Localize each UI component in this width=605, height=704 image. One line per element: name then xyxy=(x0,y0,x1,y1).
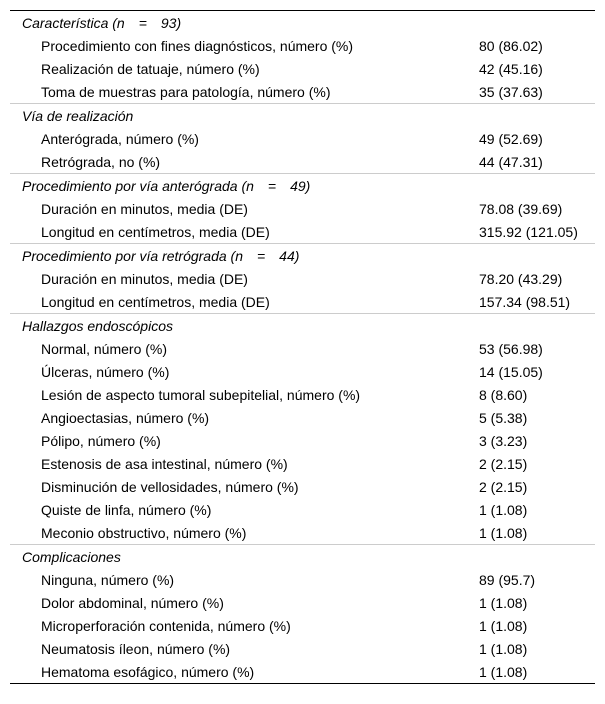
table-row xyxy=(10,475,595,498)
table-row xyxy=(10,360,595,383)
row-label: Toma de muestras para patología, número (%) xyxy=(41,83,331,100)
row-label: Duración en minutos, media (DE) xyxy=(41,270,248,287)
table-row xyxy=(10,637,595,660)
table-row xyxy=(10,452,595,475)
table-row xyxy=(10,127,595,150)
section-header xyxy=(10,174,595,197)
row-label: Hematoma esofágico, número (%) xyxy=(41,663,255,680)
table-row xyxy=(10,568,595,591)
row-value: 2 (2.15) xyxy=(479,455,528,472)
row-value: 42 (45.16) xyxy=(479,60,543,77)
section-header xyxy=(10,314,595,337)
row-label: Longitud en centímetros, media (DE) xyxy=(41,223,270,240)
section-hallazgos xyxy=(10,314,595,545)
table-row xyxy=(10,591,595,614)
section-header xyxy=(10,11,595,34)
table-row xyxy=(10,614,595,637)
row-label: Úlceras, número (%) xyxy=(41,363,170,380)
table-row xyxy=(10,337,595,360)
table-row xyxy=(10,383,595,406)
table-row xyxy=(10,267,595,290)
row-value: 1 (1.08) xyxy=(479,501,528,518)
row-value: 78.20 (43.29) xyxy=(479,270,563,287)
row-label: Angioectasias, número (%) xyxy=(41,409,210,426)
row-value: 1 (1.08) xyxy=(479,640,528,657)
row-value: 1 (1.08) xyxy=(479,594,528,611)
section-complicaciones xyxy=(10,545,595,683)
row-value: 3 (3.23) xyxy=(479,432,528,449)
row-label: Estenosis de asa intestinal, número (%) xyxy=(41,455,288,472)
section-title: Procedimiento por vía retrógrada (n = 44) xyxy=(22,247,300,264)
table-row xyxy=(10,429,595,452)
row-label: Dolor abdominal, número (%) xyxy=(41,594,224,611)
row-value: 1 (1.08) xyxy=(479,617,528,634)
table-row xyxy=(10,57,595,80)
section-caracteristica xyxy=(10,11,595,104)
row-label: Duración en minutos, media (DE) xyxy=(41,200,248,217)
row-value: 35 (37.63) xyxy=(479,83,543,100)
section-header xyxy=(10,104,595,127)
row-label: Procedimiento con fines diagnósticos, número (%) xyxy=(41,37,354,54)
row-label: Longitud en centímetros, media (DE) xyxy=(41,293,270,310)
row-value: 1 (1.08) xyxy=(479,524,528,541)
table-row xyxy=(10,150,595,173)
row-value: 8 (8.60) xyxy=(479,386,528,403)
row-value: 78.08 (39.69) xyxy=(479,200,563,217)
section-title: Hallazgos endoscópicos xyxy=(22,317,173,334)
table-row xyxy=(10,80,595,103)
row-label: Disminución de vellosidades, número (%) xyxy=(41,478,299,495)
row-value: 315.92 (121.05) xyxy=(479,223,578,240)
row-value: 1 (1.08) xyxy=(479,663,528,680)
table-row xyxy=(10,290,595,313)
table-row xyxy=(10,220,595,243)
row-label: Meconio obstructivo, número (%) xyxy=(41,524,247,541)
row-value: 49 (52.69) xyxy=(479,130,543,147)
row-label: Pólipo, número (%) xyxy=(41,432,161,449)
section-retrograda xyxy=(10,244,595,314)
section-anterograda xyxy=(10,174,595,244)
row-value: 157.34 (98.51) xyxy=(479,293,571,310)
row-value: 5 (5.38) xyxy=(479,409,528,426)
section-header xyxy=(10,545,595,568)
table-row xyxy=(10,406,595,429)
row-value: 44 (47.31) xyxy=(479,153,543,170)
row-label: Anterógrada, número (%) xyxy=(41,130,199,147)
row-label: Lesión de aspecto tumoral subepitelial, número (%) xyxy=(41,386,361,403)
section-header xyxy=(10,244,595,267)
row-label: Normal, número (%) xyxy=(41,340,168,357)
table-row xyxy=(10,521,595,544)
table-row xyxy=(10,660,595,683)
row-label: Ninguna, número (%) xyxy=(41,571,175,588)
row-value: 2 (2.15) xyxy=(479,478,528,495)
row-label: Quiste de linfa, número (%) xyxy=(41,501,212,518)
section-via-realizacion xyxy=(10,104,595,174)
table-row xyxy=(10,34,595,57)
row-value: 14 (15.05) xyxy=(479,363,543,380)
section-title: Vía de realización xyxy=(22,107,134,124)
row-label: Retrógrada, no (%) xyxy=(41,153,161,170)
row-label: Realización de tatuaje, número (%) xyxy=(41,60,260,77)
row-value: 89 (95.7) xyxy=(479,571,536,588)
section-title: Procedimiento por vía anterógrada (n = 49) xyxy=(22,177,311,194)
table-row xyxy=(10,197,595,220)
row-value: 80 (86.02) xyxy=(479,37,543,54)
section-title: Complicaciones xyxy=(22,548,121,565)
section-title: Característica (n = 93) xyxy=(22,14,182,31)
row-label: Microperforación contenida, número (%) xyxy=(41,617,291,634)
row-value: 53 (56.98) xyxy=(479,340,543,357)
row-label: Neumatosis íleon, número (%) xyxy=(41,640,231,657)
data-table xyxy=(10,10,595,684)
table-row xyxy=(10,498,595,521)
